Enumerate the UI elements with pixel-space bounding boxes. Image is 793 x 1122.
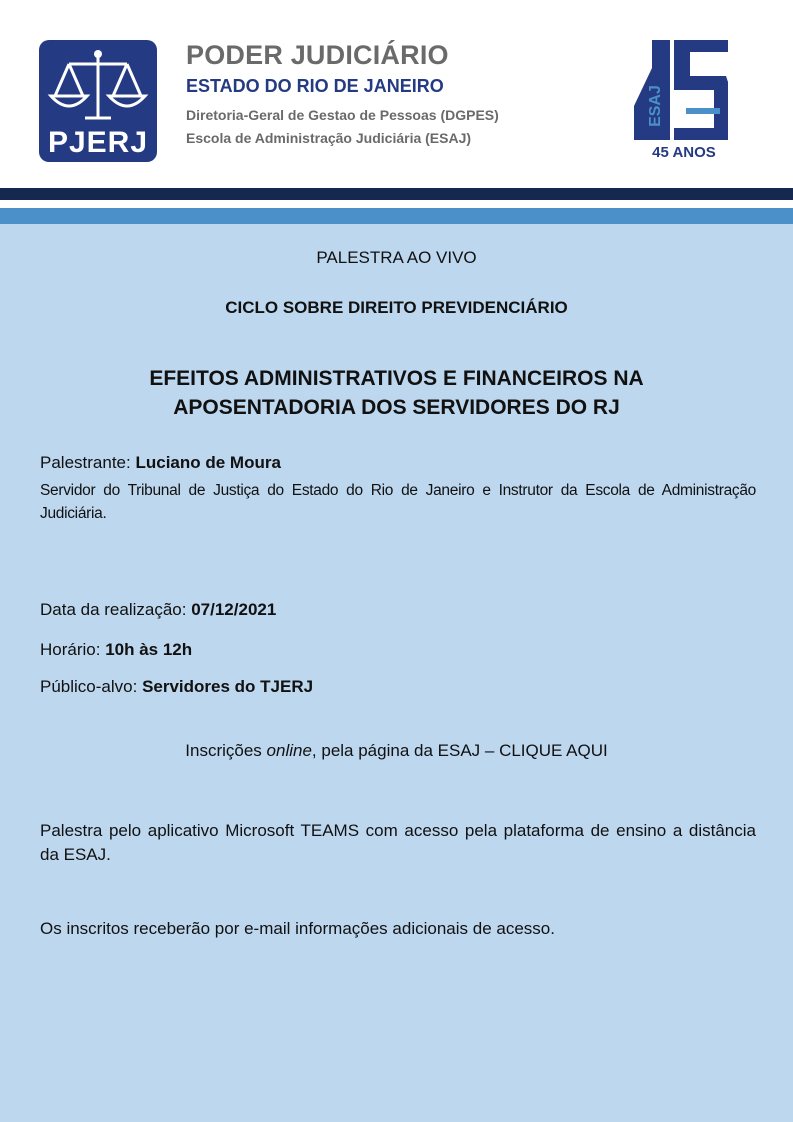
platform-text: Palestra pelo aplicativo Microsoft TEAMS com acesso pela plataforma de ensino a distância da ESAJ.	[40, 821, 756, 864]
time-label: Horário:	[40, 640, 101, 659]
event-cycle: CICLO SOBRE DIREITO PREVIDENCIÁRIO	[225, 298, 568, 317]
time-value: 10h às 12h	[105, 640, 193, 659]
flyer-content	[0, 224, 793, 1122]
event-title-line2: APOSENTADORIA DOS SERVIDORES DO RJ	[173, 396, 620, 419]
speaker-label: Palestrante:	[40, 453, 131, 472]
registration-prefix: Inscrições	[185, 741, 262, 760]
esaj-anniversary-text: 45 ANOS	[652, 144, 716, 161]
event-time	[40, 640, 192, 660]
audience-label: Público-alvo:	[40, 677, 138, 696]
date-value: 07/12/2021	[191, 600, 277, 619]
speaker-name: Luciano de Moura	[135, 453, 281, 472]
header-title: PODER JUDICIÁRIO	[186, 40, 449, 70]
registration-line	[0, 741, 793, 761]
speaker-line	[40, 453, 281, 473]
header	[0, 0, 793, 188]
pjerj-logo	[39, 40, 157, 162]
esaj-vertical-text: ESAJ	[647, 85, 664, 127]
header-stripe-dark	[0, 188, 793, 200]
pjerj-logo-text: PJERJ	[47, 126, 149, 159]
header-school: Escola de Administração Judiciária (ESAJ)	[186, 130, 472, 146]
date-label: Data da realização:	[40, 600, 187, 619]
audience-value: Servidores do TJERJ	[142, 677, 314, 696]
registration-link[interactable]: CLIQUE AQUI	[499, 741, 608, 760]
header-subtitle: ESTADO DO RIO DE JANEIRO	[186, 76, 444, 96]
event-title-line1: EFEITOS ADMINISTRATIVOS E FINANCEIROS NA	[149, 367, 644, 390]
header-stripe-gap	[0, 200, 793, 208]
email-text: Os inscritos receberão por e-mail informações adicionais de acesso.	[40, 919, 555, 938]
event-kind: PALESTRA AO VIVO	[316, 248, 477, 267]
header-stripe-light	[0, 208, 793, 224]
registration-online: online	[266, 741, 312, 760]
registration-middle: , pela página da ESAJ –	[311, 741, 500, 760]
event-date	[40, 600, 276, 620]
event-audience	[40, 677, 313, 697]
header-department: Diretoria-Geral de Gestao de Pessoas (DGPES)	[186, 107, 499, 123]
speaker-bio: Servidor do Tribunal de Justiça do Estado do Rio de Janeiro e Instrutor da Escola de Administração Judiciária.	[40, 482, 756, 522]
